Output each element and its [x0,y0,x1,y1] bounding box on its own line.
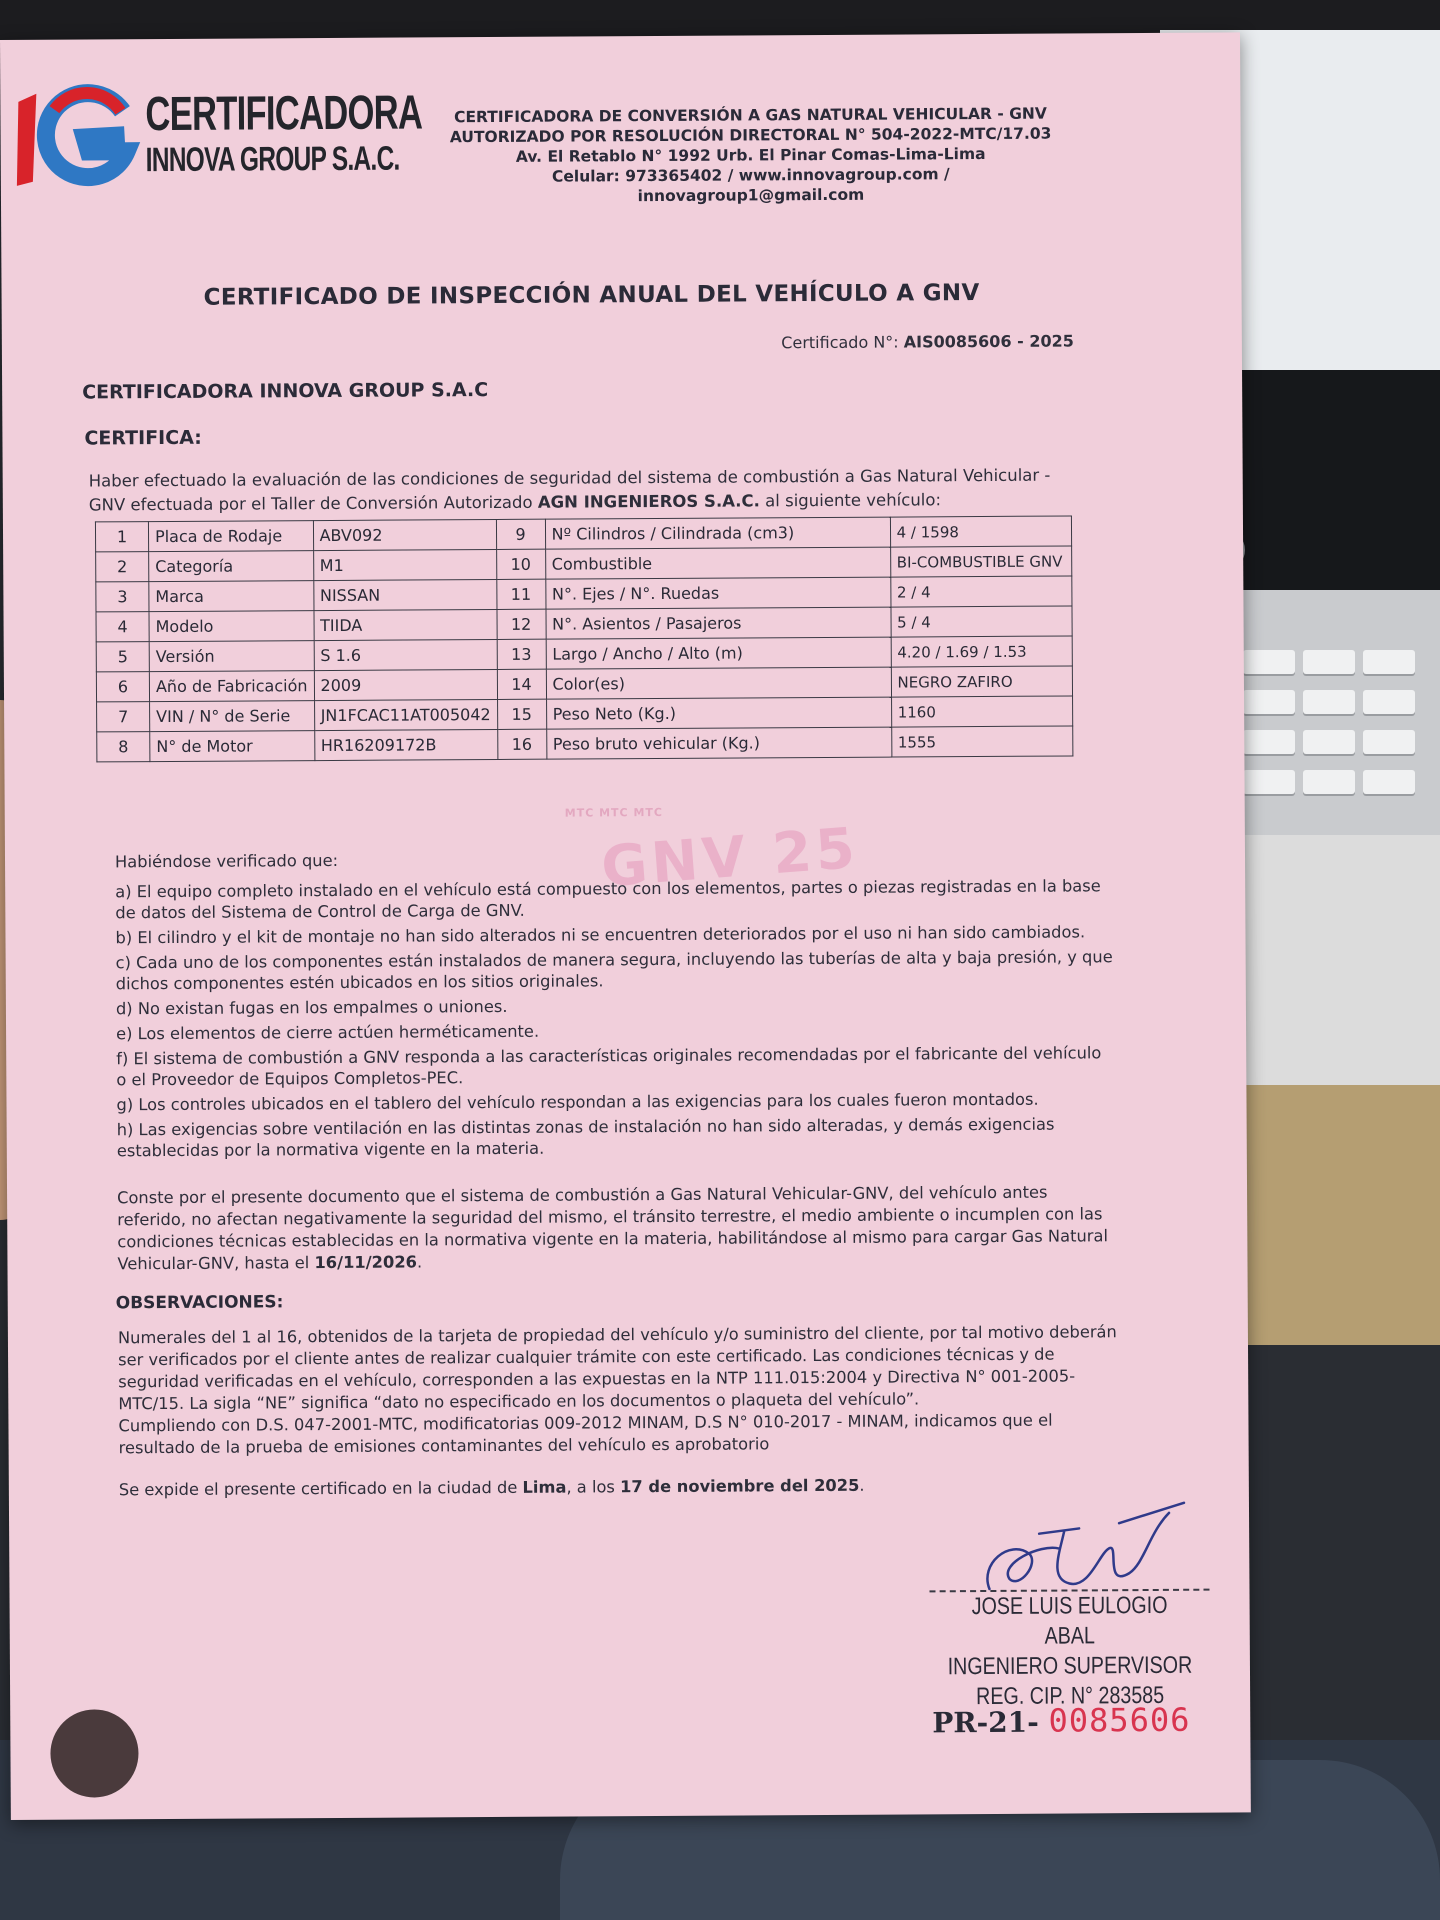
watermark-gnv: GNV 25 [599,815,861,901]
row-number: 8 [97,732,150,762]
field-label: N° de Motor [150,731,315,762]
logo-line-2: INNOVA GROUP S.A.C. [145,139,400,180]
field-label: N°. Asientos / Pasajeros [546,607,891,639]
verification-title: Habiéndose verificado que: [114,850,339,872]
field-label: Nº Cilindros / Cilindrada (cm3) [545,517,890,549]
verification-item: b) El cilindro y el kit de montaje no han sido alterados ni se encuentren deteriorados por el uso ni han sido cambiados. [115,922,1086,948]
verification-item: a) El equipo completo instalado en el vehículo está compuesto con los elementos, partes o piezas registradas en la base de datos del Sistema de Control de Carga de GNV. [115,876,1101,923]
signatory-registration: REG. CIP. N° 283585 [976,1681,1165,1711]
serial-number: 0085606 [1048,1700,1191,1740]
certificate-paper [0,32,1251,1820]
verification-item: f) El sistema de combustión a GNV responda a las características originales recomendadas por el fabricante del vehículo o el Proveedor de Equipos Completos-PEC. [116,1043,1102,1090]
field-value: M1 [313,549,496,580]
document-title: CERTIFICADO DE INSPECCIÓN ANUAL DEL VEHÍCULO A GNV [203,280,980,311]
verification-item: d) No existan fugas en los empalmes o uniones. [115,996,508,1019]
observaciones-body [118,1321,1119,1459]
row-number: 9 [496,519,545,549]
field-label: Peso Neto (Kg.) [546,697,891,729]
issuer-company: CERTIFICADORA INNOVA GROUP S.A.C [82,379,489,404]
row-number: 16 [497,729,546,759]
field-label: N°. Ejes / N°. Ruedas [545,577,890,609]
signatory-name: JOSE LUIS EULOGIO ABAL [971,1591,1168,1650]
serial-prefix: PR-21- [932,1705,1039,1740]
certificate-number-label: Certificado N°: [781,332,899,353]
field-value: 4.20 / 1.69 / 1.53 [891,636,1072,667]
verification-list [115,875,1117,1165]
letterhead-contact: Celular: 973365402 / www.innovagroup.com / innovagroup1@gmail.com [551,165,950,206]
vehicle-data-table [95,515,1073,762]
logo-wordmark [145,86,423,180]
signatory-role: INGENIERO SUPERVISOR [947,1651,1193,1681]
issue-statement: Se expide el presente certificado en la ciudad de Lima, a los 17 de noviembre del 2025. [118,1475,865,1500]
intro-paragraph: Haber efectuado la evaluación de las condiciones de seguridad del sistema de combustión a Gas Natural Vehicular - GNV efectuada por el Taller de Conversión Autorizado AGN INGENIEROS S.A.C. al siguiente vehículo: [88,465,1051,515]
conste-paragraph: Conste por el presente documento que el sistema de combustión a Gas Natural Vehicular-GNV, del vehículo antes referido, no afectan negativamente la seguridad del mismo, el tránsito terrestre, el medio ambiente o incumplen con las condiciones técnicas establecidas en la normativa vigente en la materia, habilitándose al mismo para cargar Gas Natural Vehicular-GNV, hasta el 16/11/2026. [117,1182,1109,1274]
row-number: 10 [496,549,545,579]
field-value: BI-COMBUSTIBLE GNV [890,546,1071,577]
row-number: 3 [96,582,149,612]
row-number: 5 [96,642,149,672]
verification-item: e) Los elementos de cierre actúen herméticamente. [116,1021,540,1044]
field-label: Combustible [545,547,890,579]
field-value: TIIDA [314,609,497,640]
letterhead-address: Av. El Retablo N° 1992 Urb. El Pinar Comas-Lima-Lima [515,144,986,166]
row-number: 1 [95,522,148,552]
field-value: 2009 [314,669,497,700]
row-number: 6 [96,672,149,702]
verification-item: g) Los controles ubicados en el tablero del vehículo respondan a las exigencias para los cuales fueron montados. [116,1089,1039,1115]
row-number: 14 [497,669,546,699]
logo-mark-text: IG [14,74,32,94]
issue-date: 17 de noviembre del 2025 [620,1475,860,1497]
row-number: 11 [496,579,545,609]
field-label: VIN / N° de Serie [150,701,315,732]
field-value: NISSAN [313,579,496,610]
observaciones-paragraph-2: Cumpliendo con D.S. 047-2001-MTC, modificatorias 009-2012 MINAM, D.S N° 010-2017 - MINAM, indicamos que el resultado de la prueba de emisiones contaminantes del vehículo es aprobatorio [118,1410,1053,1458]
field-value: 1160 [891,696,1072,727]
observaciones-heading: OBSERVACIONES: [115,1292,284,1314]
field-value: 4 / 1598 [890,516,1071,547]
row-number: 15 [497,699,546,729]
logo-line-1: CERTIFICADORA [145,86,423,142]
field-value: ABV092 [313,519,496,550]
watermark-mtc: MTC MTC MTC [564,805,664,820]
letterhead [440,104,1061,208]
row-number: 12 [497,609,546,639]
field-label: Versión [149,641,314,672]
table-row [97,726,1073,762]
certificate-number-value: AIS0085606 - 2025 [903,331,1074,352]
field-value: S 1.6 [314,639,497,670]
row-number: 2 [96,552,149,582]
field-value: 2 / 4 [890,576,1071,607]
letterhead-line-2: AUTORIZADO POR RESOLUCIÓN DIRECTORAL N° 504-2022-MTC/17.03 [449,124,1052,147]
field-label: Marca [149,581,314,612]
field-label: Año de Fabricación [149,671,314,702]
field-label: Color(es) [546,667,891,699]
field-label: Largo / Ancho / Alto (m) [546,637,891,669]
field-value: 1555 [891,726,1072,757]
field-label: Modelo [149,611,314,642]
field-value: JN1FCAC11AT005042 [314,699,497,730]
verification-item: c) Cada uno de los componentes están instalados de manera segura, incluyendo las tuberías de alta y baja presión, y que dichos componentes estén ubicados en los sitios originales. [115,947,1113,994]
signatory-block [946,1591,1193,1713]
row-number: 4 [96,612,149,642]
letterhead-line-1: CERTIFICADORA DE CONVERSIÓN A GAS NATURAL VEHICULAR - GNV [454,104,1047,127]
row-number: 7 [97,702,150,732]
field-label: Peso bruto vehicular (Kg.) [546,727,891,759]
verification-item: h) Las exigencias sobre ventilación en las distintas zonas de instalación no han sido alteradas, y demás exigencias establecidas por la normativa vigente en la materia. [116,1114,1055,1161]
field-label: Categoría [149,551,314,582]
field-label: Placa de Rodaje [148,521,313,552]
field-value: NEGRO ZAFIRO [891,666,1072,697]
punch-hole [50,1709,139,1798]
field-value: HR16209172B [314,729,497,760]
form-serial [932,1701,1190,1741]
valid-until-date: 16/11/2026 [314,1252,418,1273]
row-number: 13 [497,639,546,669]
observaciones-paragraph-1: Numerales del 1 al 16, obtenidos de la tarjeta de propiedad del vehículo y/o suministro del cliente, por tal motivo deberán ser verificados por el cliente antes de realizar cualquier trámite con este certificado. Las condiciones técnicas y de seguridad verificadas en el vehículo, corresponden a las expuestas en la NTP 111.015:2004 y Directiva N° 001-2005-MTC/15. La sigla “NE” significa “dato no especificado en los documentos o plaqueta del vehículo”. [117,1322,1117,1414]
issue-city: Lima [522,1477,567,1497]
company-logo-icon [14,74,145,190]
field-value: 5 / 4 [891,606,1072,637]
certifica-heading: CERTIFICA: [84,426,202,450]
workshop-name: AGN INGENIEROS S.A.C. [537,491,760,512]
certificate-number [722,331,1074,352]
